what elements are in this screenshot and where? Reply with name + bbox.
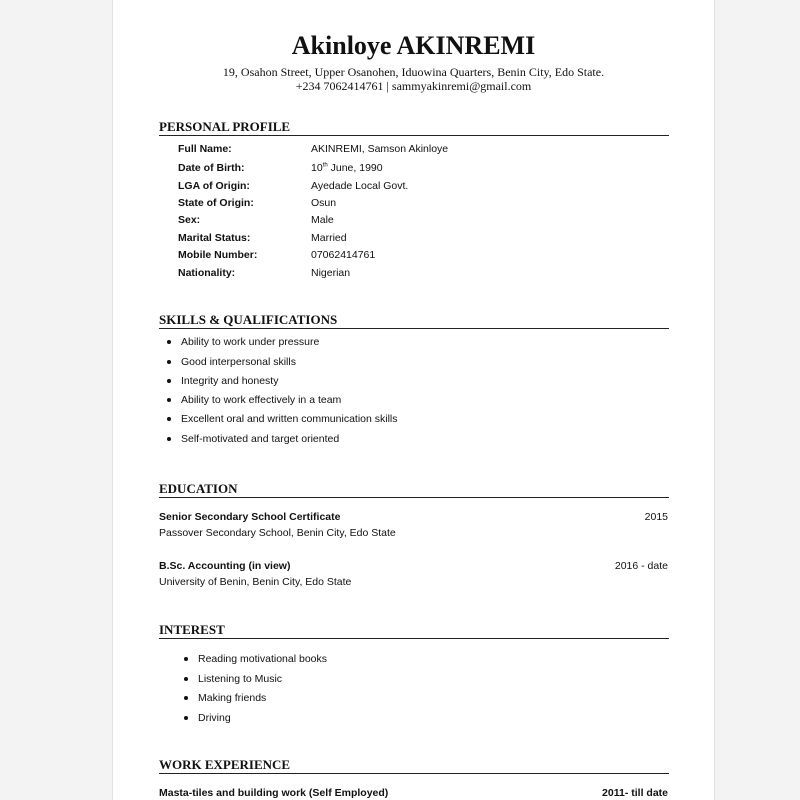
bullet-icon xyxy=(167,379,171,383)
profile-value: Married xyxy=(311,232,347,244)
skill-item: Ability to work effectively in a team xyxy=(181,394,341,407)
work-date: 2011- till date xyxy=(602,787,668,799)
education-title: Senior Secondary School Certificate xyxy=(159,511,341,523)
skill-item: Integrity and honesty xyxy=(181,375,278,388)
section-education-title: EDUCATION xyxy=(159,481,669,498)
profile-value: Osun xyxy=(311,197,337,209)
bullet-icon xyxy=(184,657,188,661)
interest-item: Driving xyxy=(198,712,231,725)
education-date: 2015 xyxy=(644,511,668,523)
profile-label: LGA of Origin: xyxy=(178,180,250,192)
profile-value: 10th June, 1990 xyxy=(311,162,383,174)
candidate-name: Akinloye AKINREMI xyxy=(291,31,536,60)
section-skills-title: SKILLS & QUALIFICATIONS xyxy=(159,312,669,329)
skill-item: Ability to work under pressure xyxy=(181,336,319,349)
work-title: Masta-tiles and building work (Self Employed) xyxy=(159,787,389,799)
section-personal-profile-title: PERSONAL PROFILE xyxy=(159,119,669,136)
profile-value: Ayedade Local Govt. xyxy=(311,180,409,192)
profile-value: AKINREMI, Samson Akinloye xyxy=(311,143,449,155)
profile-value: 07062414761 xyxy=(311,249,376,261)
bullet-icon xyxy=(184,696,188,700)
profile-value: Nigerian xyxy=(311,267,351,279)
bullet-icon xyxy=(167,398,171,402)
interest-item: Listening to Music xyxy=(198,673,282,686)
bullet-icon xyxy=(167,360,171,364)
bullet-icon xyxy=(184,677,188,681)
bullet-icon xyxy=(184,716,188,720)
profile-value: Male xyxy=(311,214,334,226)
profile-label: Sex: xyxy=(178,214,201,226)
resume-page xyxy=(112,0,715,800)
skill-item: Self-motivated and target oriented xyxy=(181,433,339,446)
bullet-icon xyxy=(167,417,171,421)
education-title: B.Sc. Accounting (in view) xyxy=(159,560,291,572)
education-school: Passover Secondary School, Benin City, Edo State xyxy=(159,527,396,539)
profile-label: Nationality: xyxy=(178,267,236,279)
bullet-icon xyxy=(167,437,171,441)
bullet-icon xyxy=(167,340,171,344)
candidate-address: 19, Osahon Street, Upper Osanohen, Iduowina Quarters, Benin City, Edo State. xyxy=(222,65,605,79)
profile-label: Marital Status: xyxy=(178,232,251,244)
interest-item: Making friends xyxy=(198,692,266,705)
education-school: University of Benin, Benin City, Edo State xyxy=(159,576,352,588)
profile-label: State of Origin: xyxy=(178,197,254,209)
skill-item: Good interpersonal skills xyxy=(181,356,296,369)
profile-label: Full Name: xyxy=(178,143,232,155)
profile-label: Mobile Number: xyxy=(178,249,258,261)
skill-item: Excellent oral and written communication skills xyxy=(181,413,398,426)
candidate-contact: +234 7062414761 | sammyakinremi@gmail.com xyxy=(295,79,532,93)
section-work-experience-title: WORK EXPERIENCE xyxy=(159,757,669,774)
education-date: 2016 - date xyxy=(614,560,668,572)
section-interest-title: INTEREST xyxy=(159,622,669,639)
interest-item: Reading motivational books xyxy=(198,653,327,666)
profile-label: Date of Birth: xyxy=(178,162,245,174)
